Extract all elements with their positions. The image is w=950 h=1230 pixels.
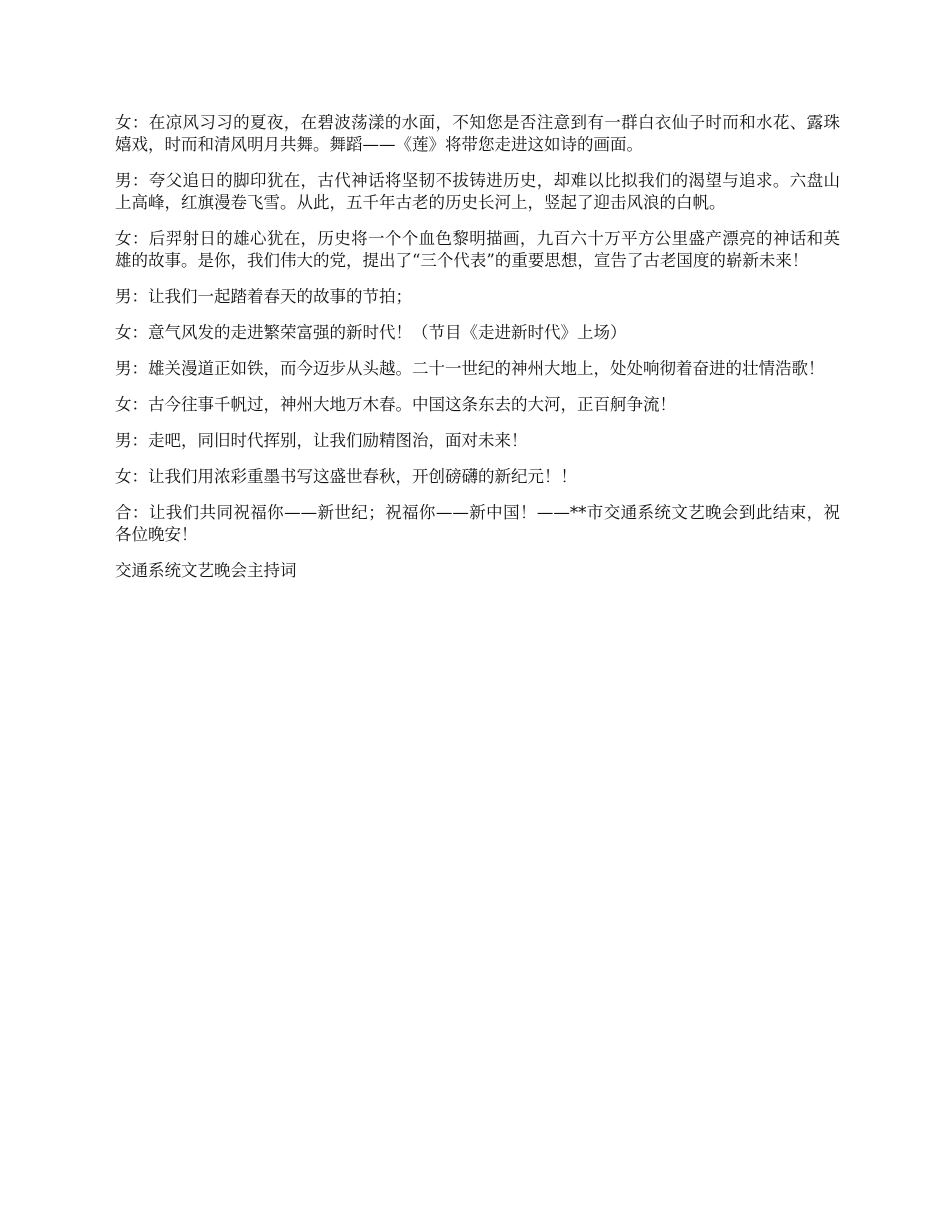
paragraph-female-lotus: 女：在凉风习习的夏夜，在碧波荡漾的水面，不知您是否注意到有一群白衣仙子时而和水花、露珠嬉戏，时而和清风明月共舞。舞蹈——《莲》将带您走进这如诗的画面。: [115, 113, 840, 154]
paragraph-together-closing: 合：让我们共同祝福你——新世纪；祝福你——新中国！——**市交通系统文艺晚会到此结束，祝各位晚安！: [115, 503, 840, 544]
paragraph-female-river: 女：古今往事千帆过，神州大地万木春。中国这条东去的大河，正百舸争流！: [115, 395, 676, 414]
paragraph-male-kuafu: 男：夸父追日的脚印犹在，古代神话将坚韧不拔铸进历史，却难以比拟我们的渴望与追求。六盘山上高峰，红旗漫卷飞雪。从此，五千年古老的历史长河上，竖起了迎击风浪的白帆。: [115, 171, 840, 212]
document-page: [115, 112, 840, 596]
paragraph-male-21st-century: 男：雄关漫道正如铁，而今迈步从头越。二十一世纪的神州大地上，处处响彻着奋进的壮情浩歌！: [115, 359, 825, 378]
paragraph-female-new-epoch: 女：让我们用浓彩重墨书写这盛世春秋，开创磅礴的新纪元！！: [115, 467, 577, 486]
paragraph-female-new-era: 女：意气风发的走进繁荣富强的新时代！（节目《走进新时代》上场）: [115, 323, 627, 342]
paragraph-female-houyi: 女：后羿射日的雄心犹在，历史将一个个血色黎明描画，九百六十万平方公里盛产漂亮的神话和英雄的故事。是你，我们伟大的党，提出了“三个代表”的重要思想，宣告了古老国度的崭新未来！: [115, 229, 840, 270]
paragraph-male-spring: 男：让我们一起踏着春天的故事的节拍；: [115, 287, 412, 306]
document-footer-title: 交通系统文艺晚会主持词: [115, 561, 297, 580]
paragraph-male-farewell: 男：走吧，同旧时代挥别，让我们励精图治，面对未来！: [115, 431, 528, 450]
